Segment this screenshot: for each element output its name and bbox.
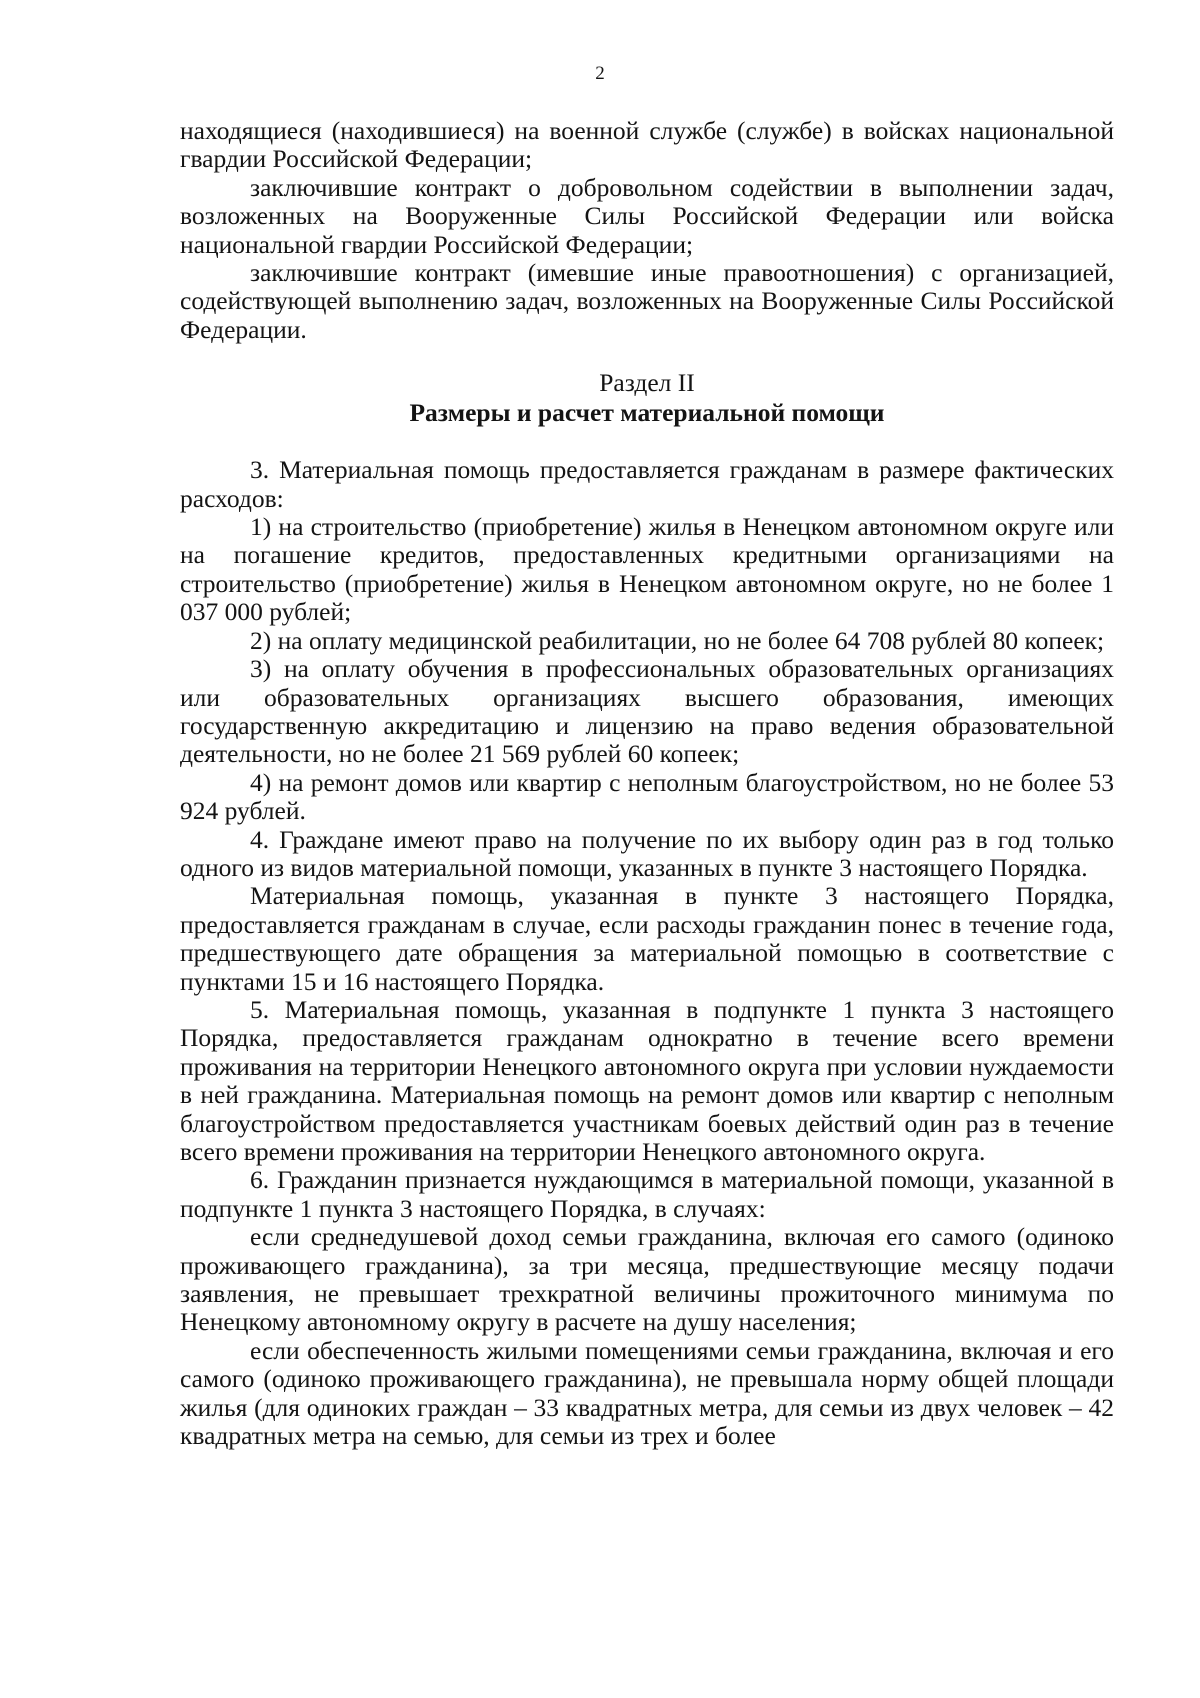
page-number: 2 [595,63,605,84]
paragraph: 2) на оплату медицинской реабилитации, но не более 64 708 рублей 80 копеек; [250,625,1105,655]
paragraph: заключившие контракт (имевшие иные правоотношения) с организацией, содействующей выполнению задач, возложенных на Вооруженные Силы Российской Федерации. [180,258,1114,344]
paragraph: 4) на ремонт домов или квартир с неполным благоустройством, но не более 53 924 рублей. [180,767,1114,826]
paragraph: заключившие контракт о добровольном содействии в выполнении задач, возложенных на Вооруженные Силы Российской Федерации или войска национальной гвардии Российской Федерации; [180,172,1114,259]
paragraph: 3) на оплату обучения в профессиональных образовательных организациях или образовательных организациях высшего образования, имеющих государственную аккредитацию и лицензию на право ведения образовательной деятельности, но не более 21 569 рублей 60 копеек; [180,654,1114,769]
section-title: Размеры и расчет материальной помощи [409,398,885,428]
paragraph: 3. Материальная помощь предоставляется гражданам в размере фактических расходов: [180,455,1114,513]
section-heading [180,368,1114,428]
paragraph: если среднедушевой доход семьи гражданина, включая его самого (одиноко проживающего гражданина), за три месяца, предшествующие месяцу подачи заявления, не превышает трехкратной величины прожиточного минимума по Ненецкому автономному округу в расчете на душу населения; [180,1222,1114,1337]
paragraph: 4. Граждане имеют право на получение по их выбору один раз в год только одного из видов материальной помощи, указанных в пункте 3 настоящего Порядка. [180,824,1114,882]
paragraph: 5. Материальная помощь, указанная в подпункте 1 пункта 3 настоящего Порядка, предоставляется гражданам однократно в течение всего времени проживания на территории Ненецкого автономного округа при условии нуждаемости в ней гражданина. Материальная помощь на ремонт домов или квартир с неполным благоустройством предоставляется участникам боевых действий один раз в течение всего времени проживания на территории Ненецкого автономного округа. [180,994,1114,1166]
section-label: Раздел II [599,368,695,398]
paragraph: 1) на строительство (приобретение) жилья в Ненецком автономном округе или на погашение кредитов, предоставленных кредитными организациями на строительство (приобретение) жилья в Ненецком автономном округе, но не более 1 037 000 рублей; [180,512,1114,627]
document-body [180,117,1114,1450]
paragraph: Материальная помощь, указанная в пункте 3 настоящего Порядка, предоставляется гражданам в случае, если расходы гражданин понес в течение года, предшествующего дате обращения за материальной помощью в соответствие с пунктами 15 и 16 настоящего Порядка. [180,881,1114,996]
paragraph: находящиеся (находившиеся) на военной службе (службе) в войсках национальной гвардии Российской Федерации; [180,116,1114,174]
paragraph: 6. Гражданин признается нуждающимся в материальной помощи, указанной в подпункте 1 пункта 3 настоящего Порядка, в случаях: [180,1165,1114,1223]
paragraph: если обеспеченность жилыми помещениями семьи гражданина, включая и его самого (одиноко проживающего гражданина), не превышала норму общей площади жилья (для одиноких граждан – 33 квадратных метра, для семьи из двух человек – 42 квадратных метра на семью, для семьи из трех и более [180,1335,1114,1451]
